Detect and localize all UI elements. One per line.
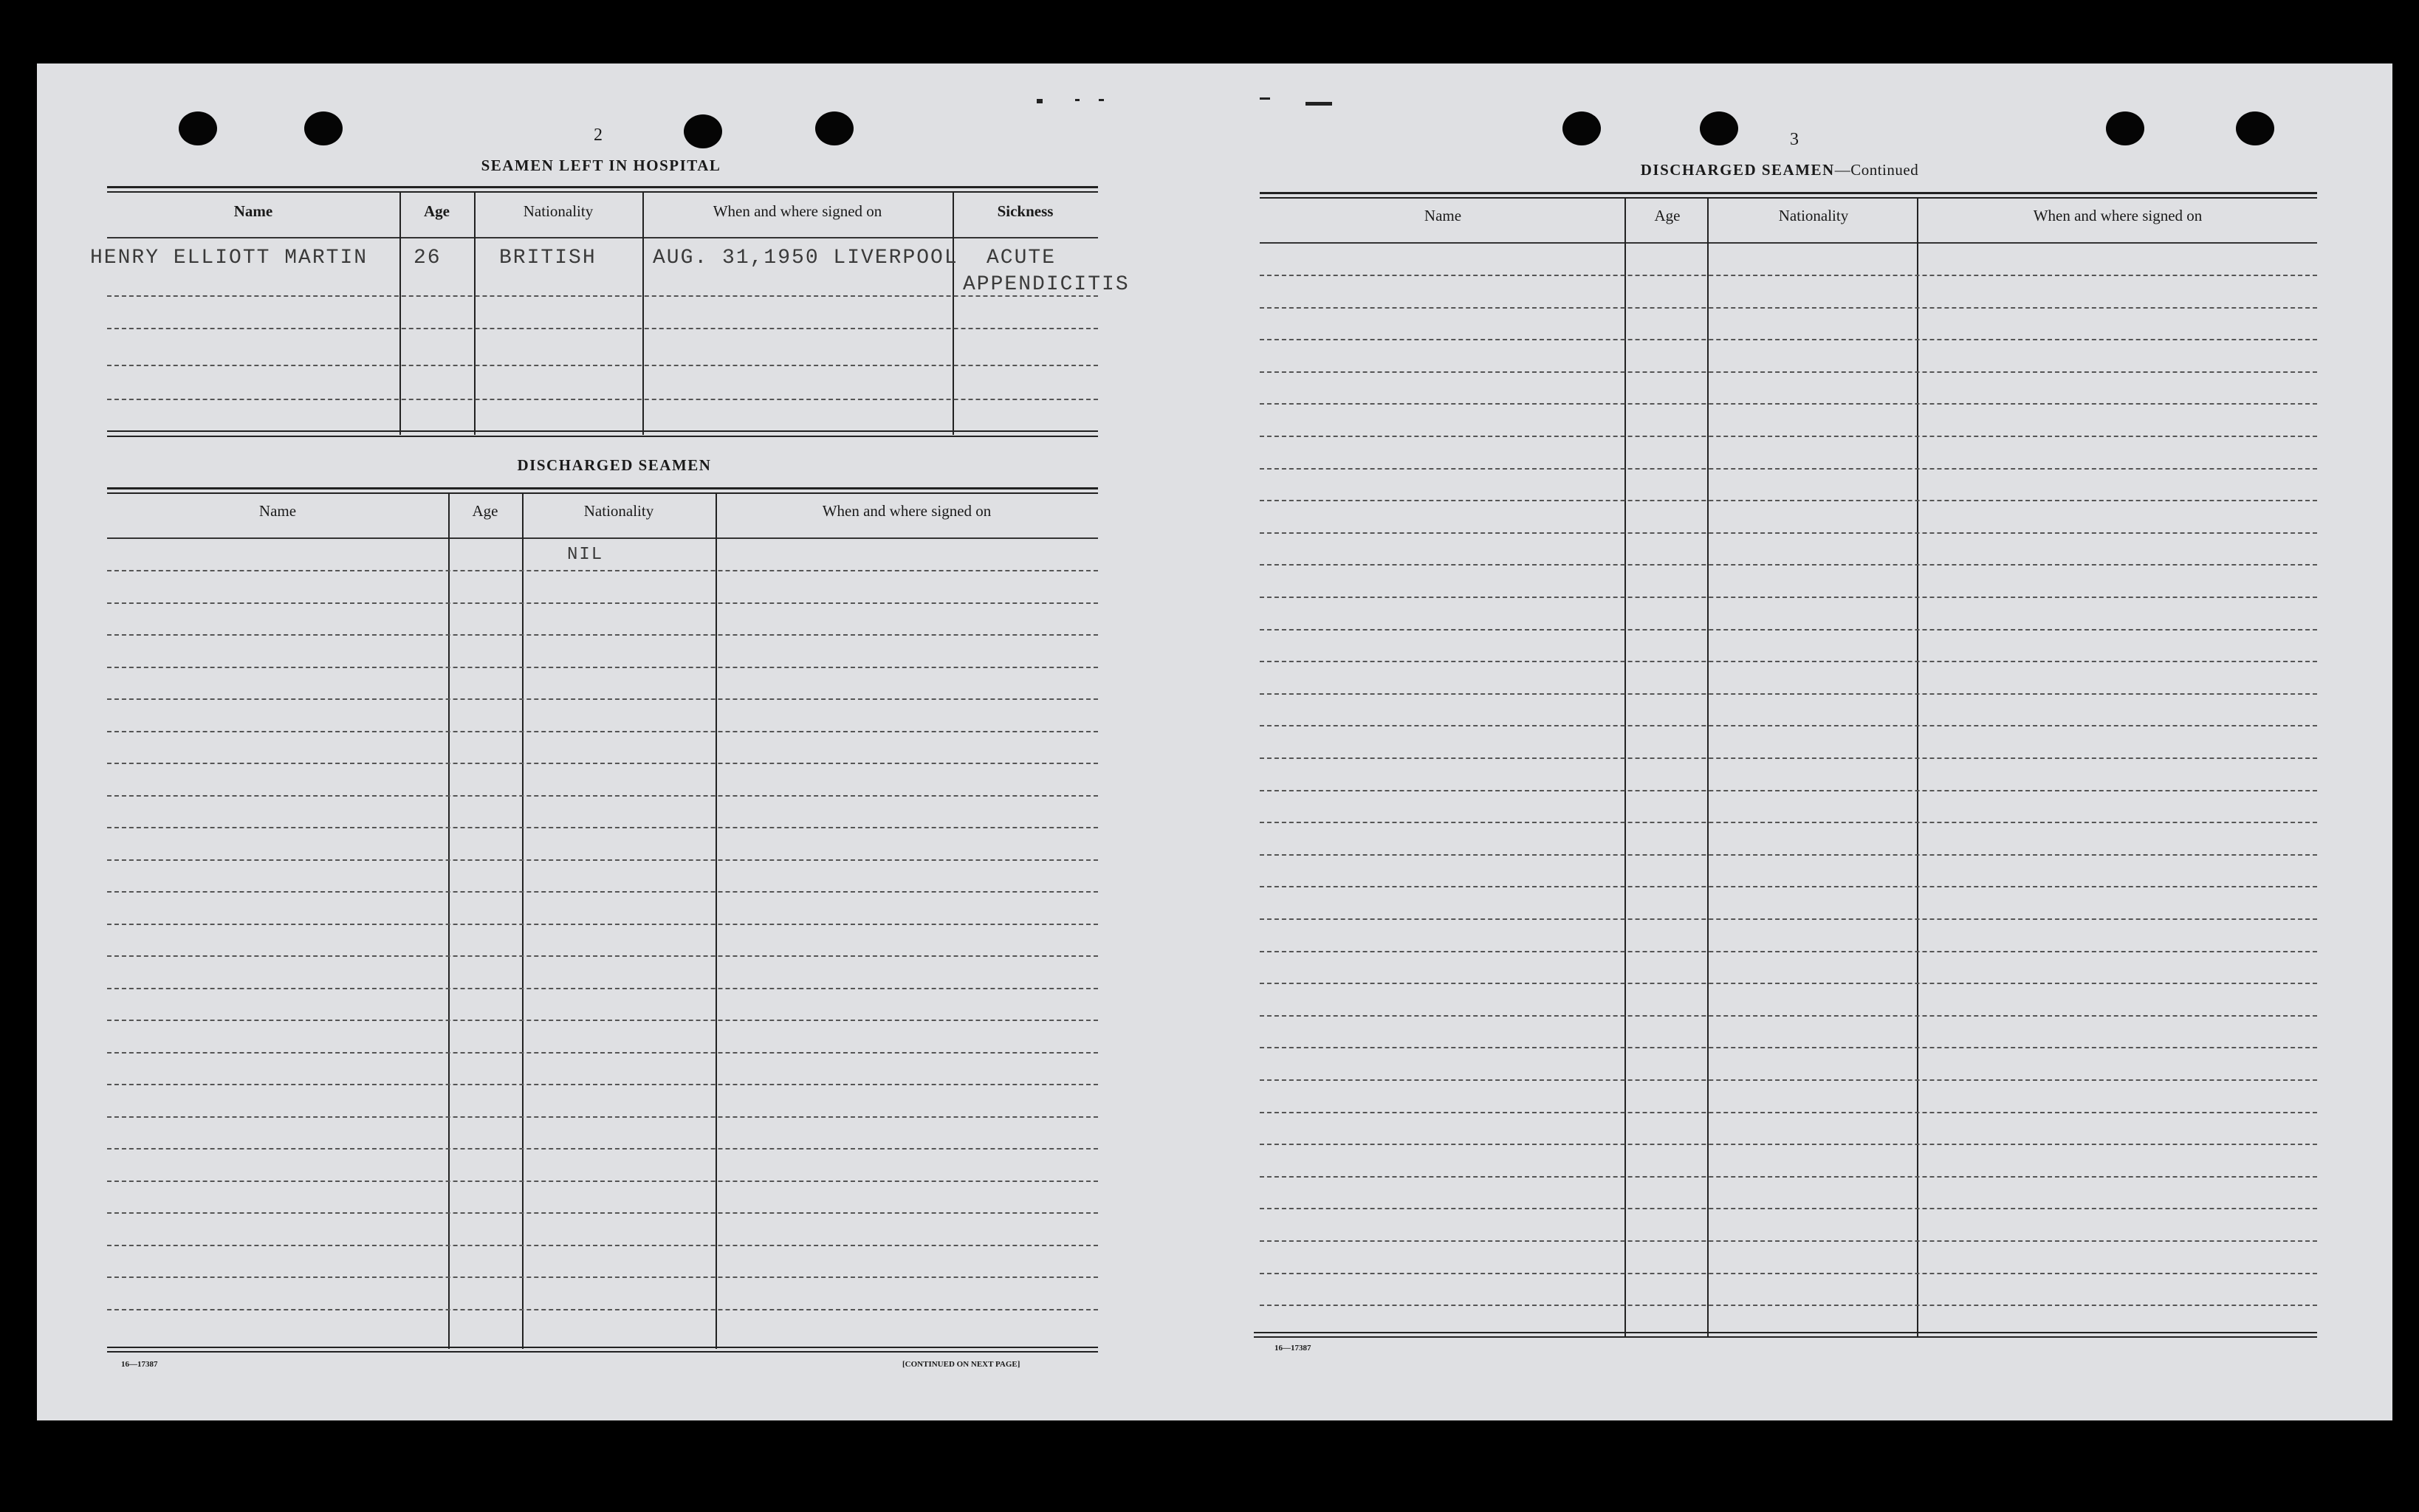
ruled-line — [1260, 1305, 2317, 1306]
ruled-line — [107, 1276, 1098, 1278]
ruled-line — [107, 667, 1098, 668]
ruled-line — [107, 891, 1098, 893]
discharged-continued-title — [1551, 161, 2008, 179]
ruled-line — [107, 924, 1098, 925]
seaman-age: 26 — [414, 247, 442, 269]
ruled-line — [1260, 822, 2317, 823]
ruled-line — [1260, 564, 2317, 566]
ruled-line — [1260, 661, 2317, 662]
ruled-line — [107, 570, 1098, 571]
column-header-nationality: Nationality — [523, 202, 594, 220]
ruled-line — [1260, 886, 2317, 887]
column-header-name: Name — [258, 502, 297, 520]
form-number-right: 16—17387 — [1274, 1344, 1311, 1353]
ruled-line — [107, 602, 1098, 604]
continued-note: [CONTINUED ON NEXT PAGE] — [902, 1360, 1020, 1369]
ruled-line — [107, 1052, 1098, 1054]
ink-speck — [1037, 99, 1043, 103]
punch-hole — [304, 111, 343, 145]
column-header-name: Name — [1424, 207, 1462, 224]
ink-speck — [1260, 97, 1270, 100]
ruled-line — [107, 795, 1098, 797]
ruled-line — [1260, 371, 2317, 373]
ruled-line — [1260, 275, 2317, 276]
punch-hole — [2106, 111, 2144, 145]
seaman-signed-on: AUG. 31,1950 LIVERPOOL — [653, 247, 958, 269]
punch-hole — [1700, 111, 1738, 145]
ruled-line — [1260, 1079, 2317, 1081]
column-header-signed-on: When and where signed on — [2033, 207, 2203, 224]
column-header-age: Age — [472, 502, 498, 520]
ruled-line — [107, 1309, 1098, 1310]
ruled-line — [1260, 918, 2317, 920]
punch-hole — [2236, 111, 2274, 145]
form-number-left: 16—17387 — [121, 1360, 158, 1369]
ruled-line — [1260, 500, 2317, 501]
ruled-line — [1260, 403, 2317, 405]
ruled-line — [107, 827, 1098, 828]
seaman-name: HENRY ELLIOTT MARTIN — [90, 247, 368, 269]
ruled-line — [107, 1148, 1098, 1150]
ruled-line — [107, 634, 1098, 636]
title-continued: —Continued — [1834, 161, 1919, 179]
ledger-sheet — [37, 63, 2392, 1420]
punch-hole — [1562, 111, 1601, 145]
column-header-signed-on: When and where signed on — [713, 202, 882, 220]
ruled-line — [1260, 725, 2317, 726]
page-number-right: 3 — [1790, 130, 1799, 149]
ruled-line — [1260, 1273, 2317, 1274]
column-header-nationality: Nationality — [1778, 207, 1849, 224]
ruled-line — [1260, 1208, 2317, 1209]
ink-speck — [1099, 99, 1104, 101]
ruled-line — [1260, 339, 2317, 340]
ruled-line — [107, 1116, 1098, 1118]
discharged-section-title: DISCHARGED SEAMEN — [517, 456, 712, 474]
ruled-line — [1260, 1112, 2317, 1113]
ruled-line — [1260, 983, 2317, 984]
ruled-line — [1260, 468, 2317, 470]
discharged-nil-entry: NIL — [567, 545, 604, 565]
ruled-line — [1260, 1047, 2317, 1048]
ruled-line — [1260, 307, 2317, 309]
ruled-line — [1260, 597, 2317, 598]
column-header-sickness: Sickness — [997, 202, 1054, 220]
ruled-line — [1260, 1015, 2317, 1017]
ruled-line — [107, 988, 1098, 989]
seaman-sickness: ACUTE — [987, 247, 1057, 269]
ruled-line — [107, 731, 1098, 732]
punch-hole — [684, 114, 722, 148]
ruled-line — [1260, 790, 2317, 791]
ruled-line — [1260, 854, 2317, 856]
column-header-age: Age — [1654, 207, 1681, 224]
column-header-name: Name — [233, 202, 273, 220]
ruled-line — [1260, 757, 2317, 759]
ruled-line — [1260, 951, 2317, 952]
ruled-line — [1260, 693, 2317, 695]
ruled-line — [107, 763, 1098, 764]
column-header-signed-on: When and where signed on — [822, 502, 992, 520]
ruled-line — [107, 1181, 1098, 1182]
ruled-line — [107, 1084, 1098, 1085]
column-header-nationality: Nationality — [583, 502, 654, 520]
ruled-line — [107, 859, 1098, 861]
hospital-section-title: SEAMEN LEFT IN HOSPITAL — [481, 157, 721, 174]
column-header-age: Age — [424, 202, 450, 220]
ruled-line — [107, 698, 1098, 700]
punch-hole — [815, 111, 854, 145]
title-text: DISCHARGED SEAMEN — [1640, 161, 1835, 179]
ruled-line — [107, 1245, 1098, 1246]
ruled-line — [107, 1020, 1098, 1021]
page-number-left: 2 — [594, 126, 603, 145]
ruled-line — [1260, 1240, 2317, 1242]
seaman-sickness-cont: APPENDICITIS — [963, 273, 1130, 296]
ruled-line — [1260, 532, 2317, 534]
ink-speck — [1075, 99, 1080, 101]
ruled-line — [1260, 436, 2317, 437]
ruled-line — [107, 1212, 1098, 1214]
seaman-nationality: BRITISH — [499, 247, 597, 269]
ruled-line — [107, 955, 1098, 957]
punch-hole — [179, 111, 217, 145]
ruled-line — [1260, 1144, 2317, 1145]
ruled-line — [1260, 1176, 2317, 1178]
ink-speck — [1305, 102, 1332, 106]
ruled-line — [1260, 629, 2317, 630]
